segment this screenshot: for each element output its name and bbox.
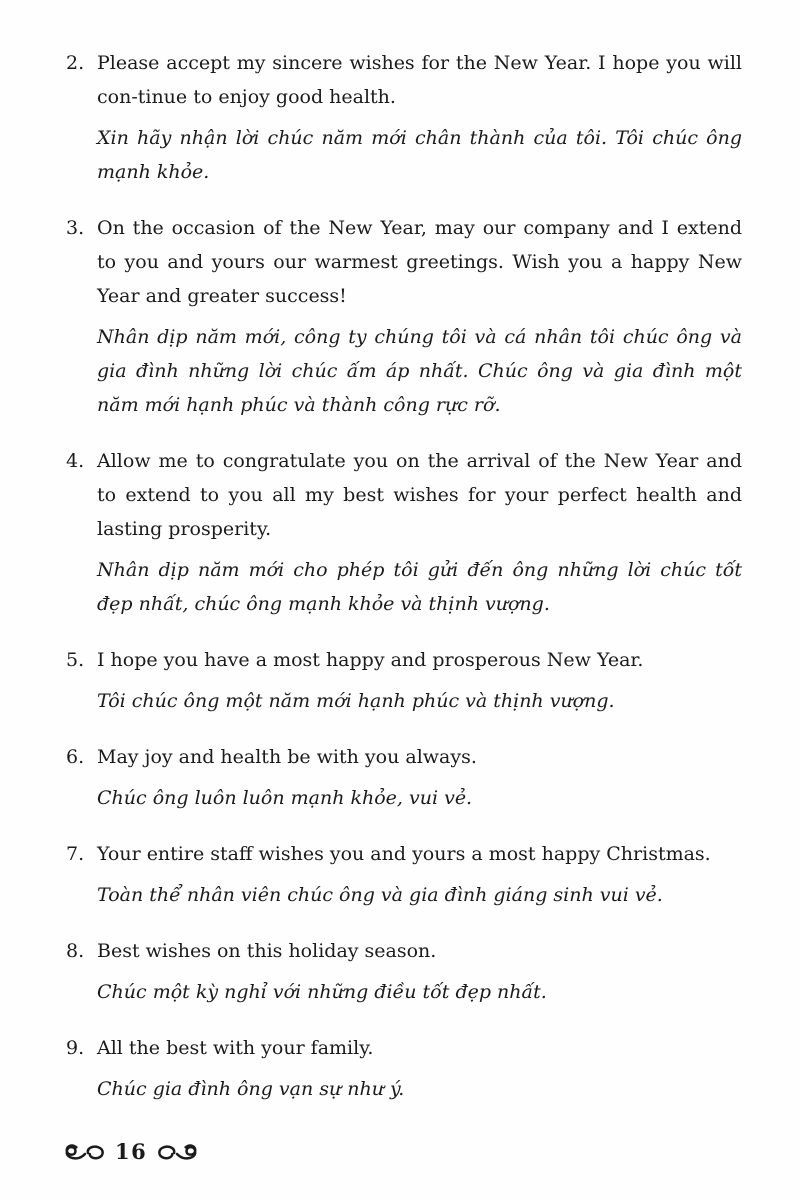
phrase-body	[97, 211, 742, 422]
phrase-body	[97, 740, 742, 815]
english-text: Please accept my sincere wishes for the New Year. I hope you will con-tinue to enjoy good health.	[97, 52, 742, 108]
item-number: 8.	[66, 940, 85, 962]
item-number: 5.	[66, 649, 85, 671]
vietnamese-text: Chúc ông luôn luôn mạnh khỏe, vui vẻ.	[97, 787, 473, 809]
english-text: I hope you have a most happy and prosperous New Year.	[97, 649, 644, 671]
phrase-item	[66, 740, 742, 815]
phrase-item	[66, 444, 742, 621]
item-number: 4.	[66, 450, 85, 472]
english-text: Your entire staff wishes you and yours a most happy Christmas.	[97, 843, 711, 865]
english-text: May joy and health be with you always.	[97, 746, 477, 768]
vietnamese-text: Nhân dịp năm mới cho phép tôi gửi đến ông những lời chúc tốt đẹp nhất, chúc ông mạnh khỏe và thịnh vượng.	[97, 559, 742, 615]
vietnamese-text: Tôi chúc ông một năm mới hạnh phúc và thịnh vượng.	[97, 690, 615, 712]
english-text: Best wishes on this holiday season.	[97, 940, 437, 962]
english-text: Allow me to congratulate you on the arrival of the New Year and to extend to you all my best wishes for your perfect health and lasting prosperity.	[97, 450, 742, 540]
phrase-body	[97, 1031, 742, 1106]
vietnamese-text: Xin hãy nhận lời chúc năm mới chân thành của tôi. Tôi chúc ông mạnh khỏe.	[97, 127, 742, 183]
phrase-item	[66, 643, 742, 718]
phrase-item	[66, 934, 742, 1009]
item-number: 7.	[66, 843, 85, 865]
phrase-body	[97, 934, 742, 1009]
phrase-item	[66, 211, 742, 422]
item-number: 2.	[66, 52, 85, 74]
vietnamese-text: Toàn thể nhân viên chúc ông và gia đình giáng sinh vui vẻ.	[97, 884, 663, 906]
vietnamese-text: Chúc một kỳ nghỉ với những điều tốt đẹp nhất.	[97, 981, 547, 1003]
vietnamese-text: Chúc gia đình ông vạn sự như ý.	[97, 1078, 405, 1100]
phrase-item	[66, 1031, 742, 1106]
phrase-body	[97, 837, 742, 912]
phrase-body	[97, 444, 742, 621]
page-number: 16	[115, 1139, 148, 1164]
phrase-item	[66, 46, 742, 189]
phrase-item	[66, 837, 742, 912]
page-footer	[64, 1140, 198, 1165]
vietnamese-text: Nhân dịp năm mới, công ty chúng tôi và cá nhân tôi chúc ông và gia đình những lời chúc ấm áp nhất. Chúc ông và gia đình một năm mới hạnh phúc và thành công rực rỡ.	[97, 326, 742, 416]
english-text: On the occasion of the New Year, may our company and I extend to you and yours our warmest greetings. Wish you a happy New Year and greater success!	[97, 217, 742, 307]
fleuron-right-icon	[156, 1142, 198, 1164]
english-text: All the best with your family.	[97, 1037, 374, 1059]
item-number: 3.	[66, 217, 85, 239]
item-number: 9.	[66, 1037, 85, 1059]
phrase-body	[97, 46, 742, 189]
item-number: 6.	[66, 746, 85, 768]
fleuron-left-icon	[64, 1142, 106, 1164]
phrase-body	[97, 643, 742, 718]
